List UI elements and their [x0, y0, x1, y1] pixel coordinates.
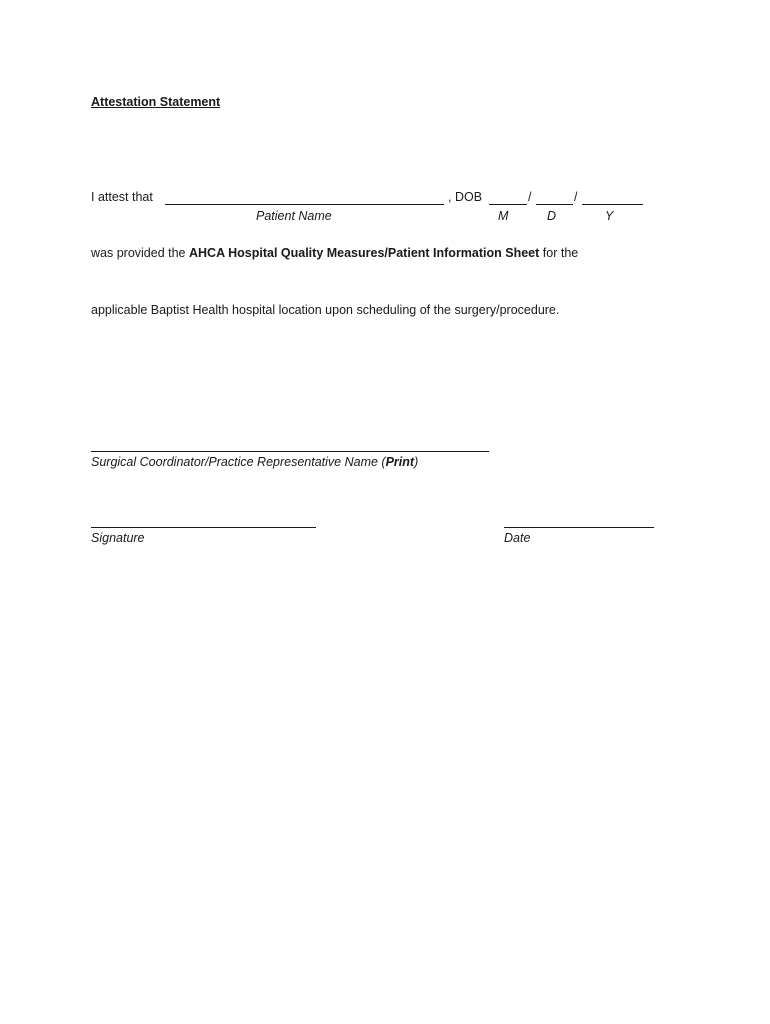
year-caption: Y	[605, 209, 614, 223]
attest-lead-text: I attest that	[91, 190, 153, 204]
dob-year-blank[interactable]	[582, 204, 643, 205]
date-label: Date	[504, 531, 531, 545]
day-caption: D	[547, 209, 557, 223]
coordinator-close-paren: )	[414, 455, 419, 469]
provided-prefix: was provided the	[91, 246, 186, 260]
dob-slash-2: /	[574, 190, 578, 204]
month-caption: M	[498, 209, 509, 223]
dob-month-blank[interactable]	[489, 204, 527, 205]
location-line: applicable Baptist Health hospital location upon scheduling of the surgery/procedure.	[91, 303, 560, 317]
patient-name-blank[interactable]	[165, 204, 444, 205]
coordinator-name-blank[interactable]	[91, 451, 489, 452]
coordinator-label	[91, 455, 418, 469]
provided-suffix: for the	[542, 246, 579, 260]
provided-bold-text: AHCA Hospital Quality Measures/Patient Information Sheet	[189, 246, 540, 260]
coordinator-label-text: Surgical Coordinator/Practice Representative Name (	[91, 455, 386, 469]
dob-day-blank[interactable]	[536, 204, 573, 205]
signature-blank[interactable]	[91, 527, 316, 528]
patient-name-caption: Patient Name	[256, 209, 332, 223]
signature-label: Signature	[91, 531, 145, 545]
date-blank[interactable]	[504, 527, 654, 528]
document-title: Attestation Statement	[91, 95, 221, 109]
dob-slash-1: /	[528, 190, 532, 204]
dob-label: , DOB	[448, 190, 483, 204]
coordinator-print-text: Print	[385, 455, 415, 469]
provided-line	[91, 246, 578, 260]
